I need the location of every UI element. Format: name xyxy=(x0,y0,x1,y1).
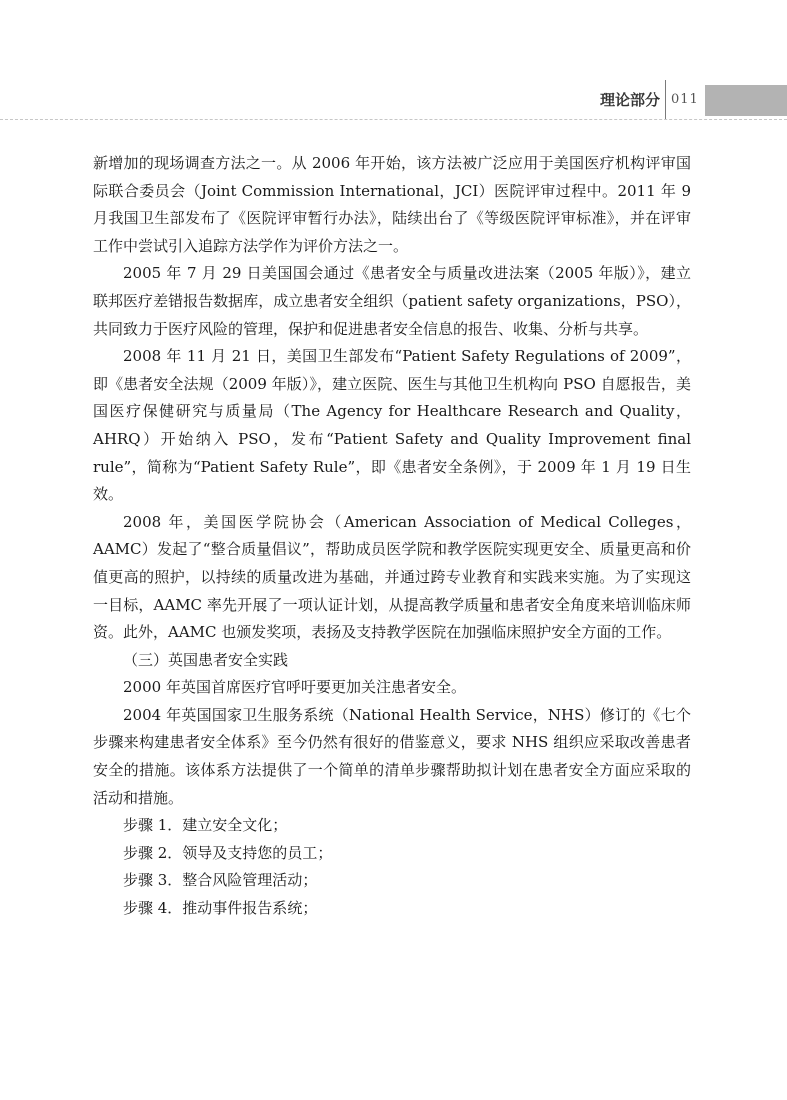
step-item: 步骤 1．建立安全文化； xyxy=(123,816,288,835)
section-subheading: （三）英国患者安全实践 xyxy=(123,650,289,669)
header-rule xyxy=(0,119,787,120)
step-item: 步骤 3．整合风险管理活动； xyxy=(123,871,318,890)
step-item: 步骤 2．领导及支持您的员工； xyxy=(123,843,333,862)
step-item: 步骤 4．推动事件报告系统； xyxy=(123,899,318,918)
page-header xyxy=(0,0,787,125)
paragraph: 2008 年 11 月 21 日，美国卫生部发布“Patient Safety Regulations of 2009”，即《患者安全法规（2009 年版）》，建立医院、医生与其他卫生机构向 PSO 自愿报告，美国医疗保健研究与质量局（The Agency for Healthcare Research and Quality，AHRQ）开始纳入 PSO，发布“Patient Safety and Quality Improvement final rule”，简称为“Patient Safety Rule”，即《患者安全条例》，于 2009 年 1 月 19 日生效。 xyxy=(93,347,691,504)
page-number: 011 xyxy=(671,92,699,107)
paragraph: 2005 年 7 月 29 日美国国会通过《患者安全与质量改进法案（2005 年版）》，建立联邦医疗差错报告数据库，成立患者安全组织（patient safety organizations，PSO），共同致力于医疗风险的管理，保护和促进患者安全信息的报告、收集、分析与共享。 xyxy=(93,264,691,338)
paragraph: 2008 年，美国医学院协会（American Association of Medical Colleges，AAMC）发起了“整合质量倡议”，帮助成员医学院和教学医院实现更安全、质量更高和价值更高的照护，以持续的质量改进为基础，并通过跨专业教育和实践来实施。为了实现这一目标，AAMC 率先开展了一项认证计划，从提高教学质量和患者安全角度来培训临床师资。此外，AAMC 也颁发奖项，表扬及支持教学医院在加强临床照护安全方面的工作。 xyxy=(93,512,691,642)
header-tab-block xyxy=(705,85,787,116)
header-divider xyxy=(665,80,666,120)
paragraph: 2000 年英国首席医疗官呼吁要更加关注患者安全。 xyxy=(123,678,466,697)
page-body xyxy=(93,150,691,923)
section-label: 理论部分 xyxy=(599,91,660,109)
paragraph: 2004 年英国国家卫生服务系统（National Health Service，NHS）修订的《七个步骤来构建患者安全体系》至今仍然有很好的借鉴意义，要求 NHS 组织应采取改善患者安全的措施。该体系方法提供了一个简单的清单步骤帮助拟计划在患者安全方面应采取的活动和措施。 xyxy=(93,705,691,807)
paragraph: 新增加的现场调查方法之一。从 2006 年开始，该方法被广泛应用于美国医疗机构评审国际联合委员会（Joint Commission International，JCI）医院评审过程中。2011 年 9 月我国卫生部发布了《医院评审暂行办法》，陆续出台了《等级医院评审标准》，并在评审工作中尝试引入追踪方法学作为评价方法之一。 xyxy=(93,154,691,255)
